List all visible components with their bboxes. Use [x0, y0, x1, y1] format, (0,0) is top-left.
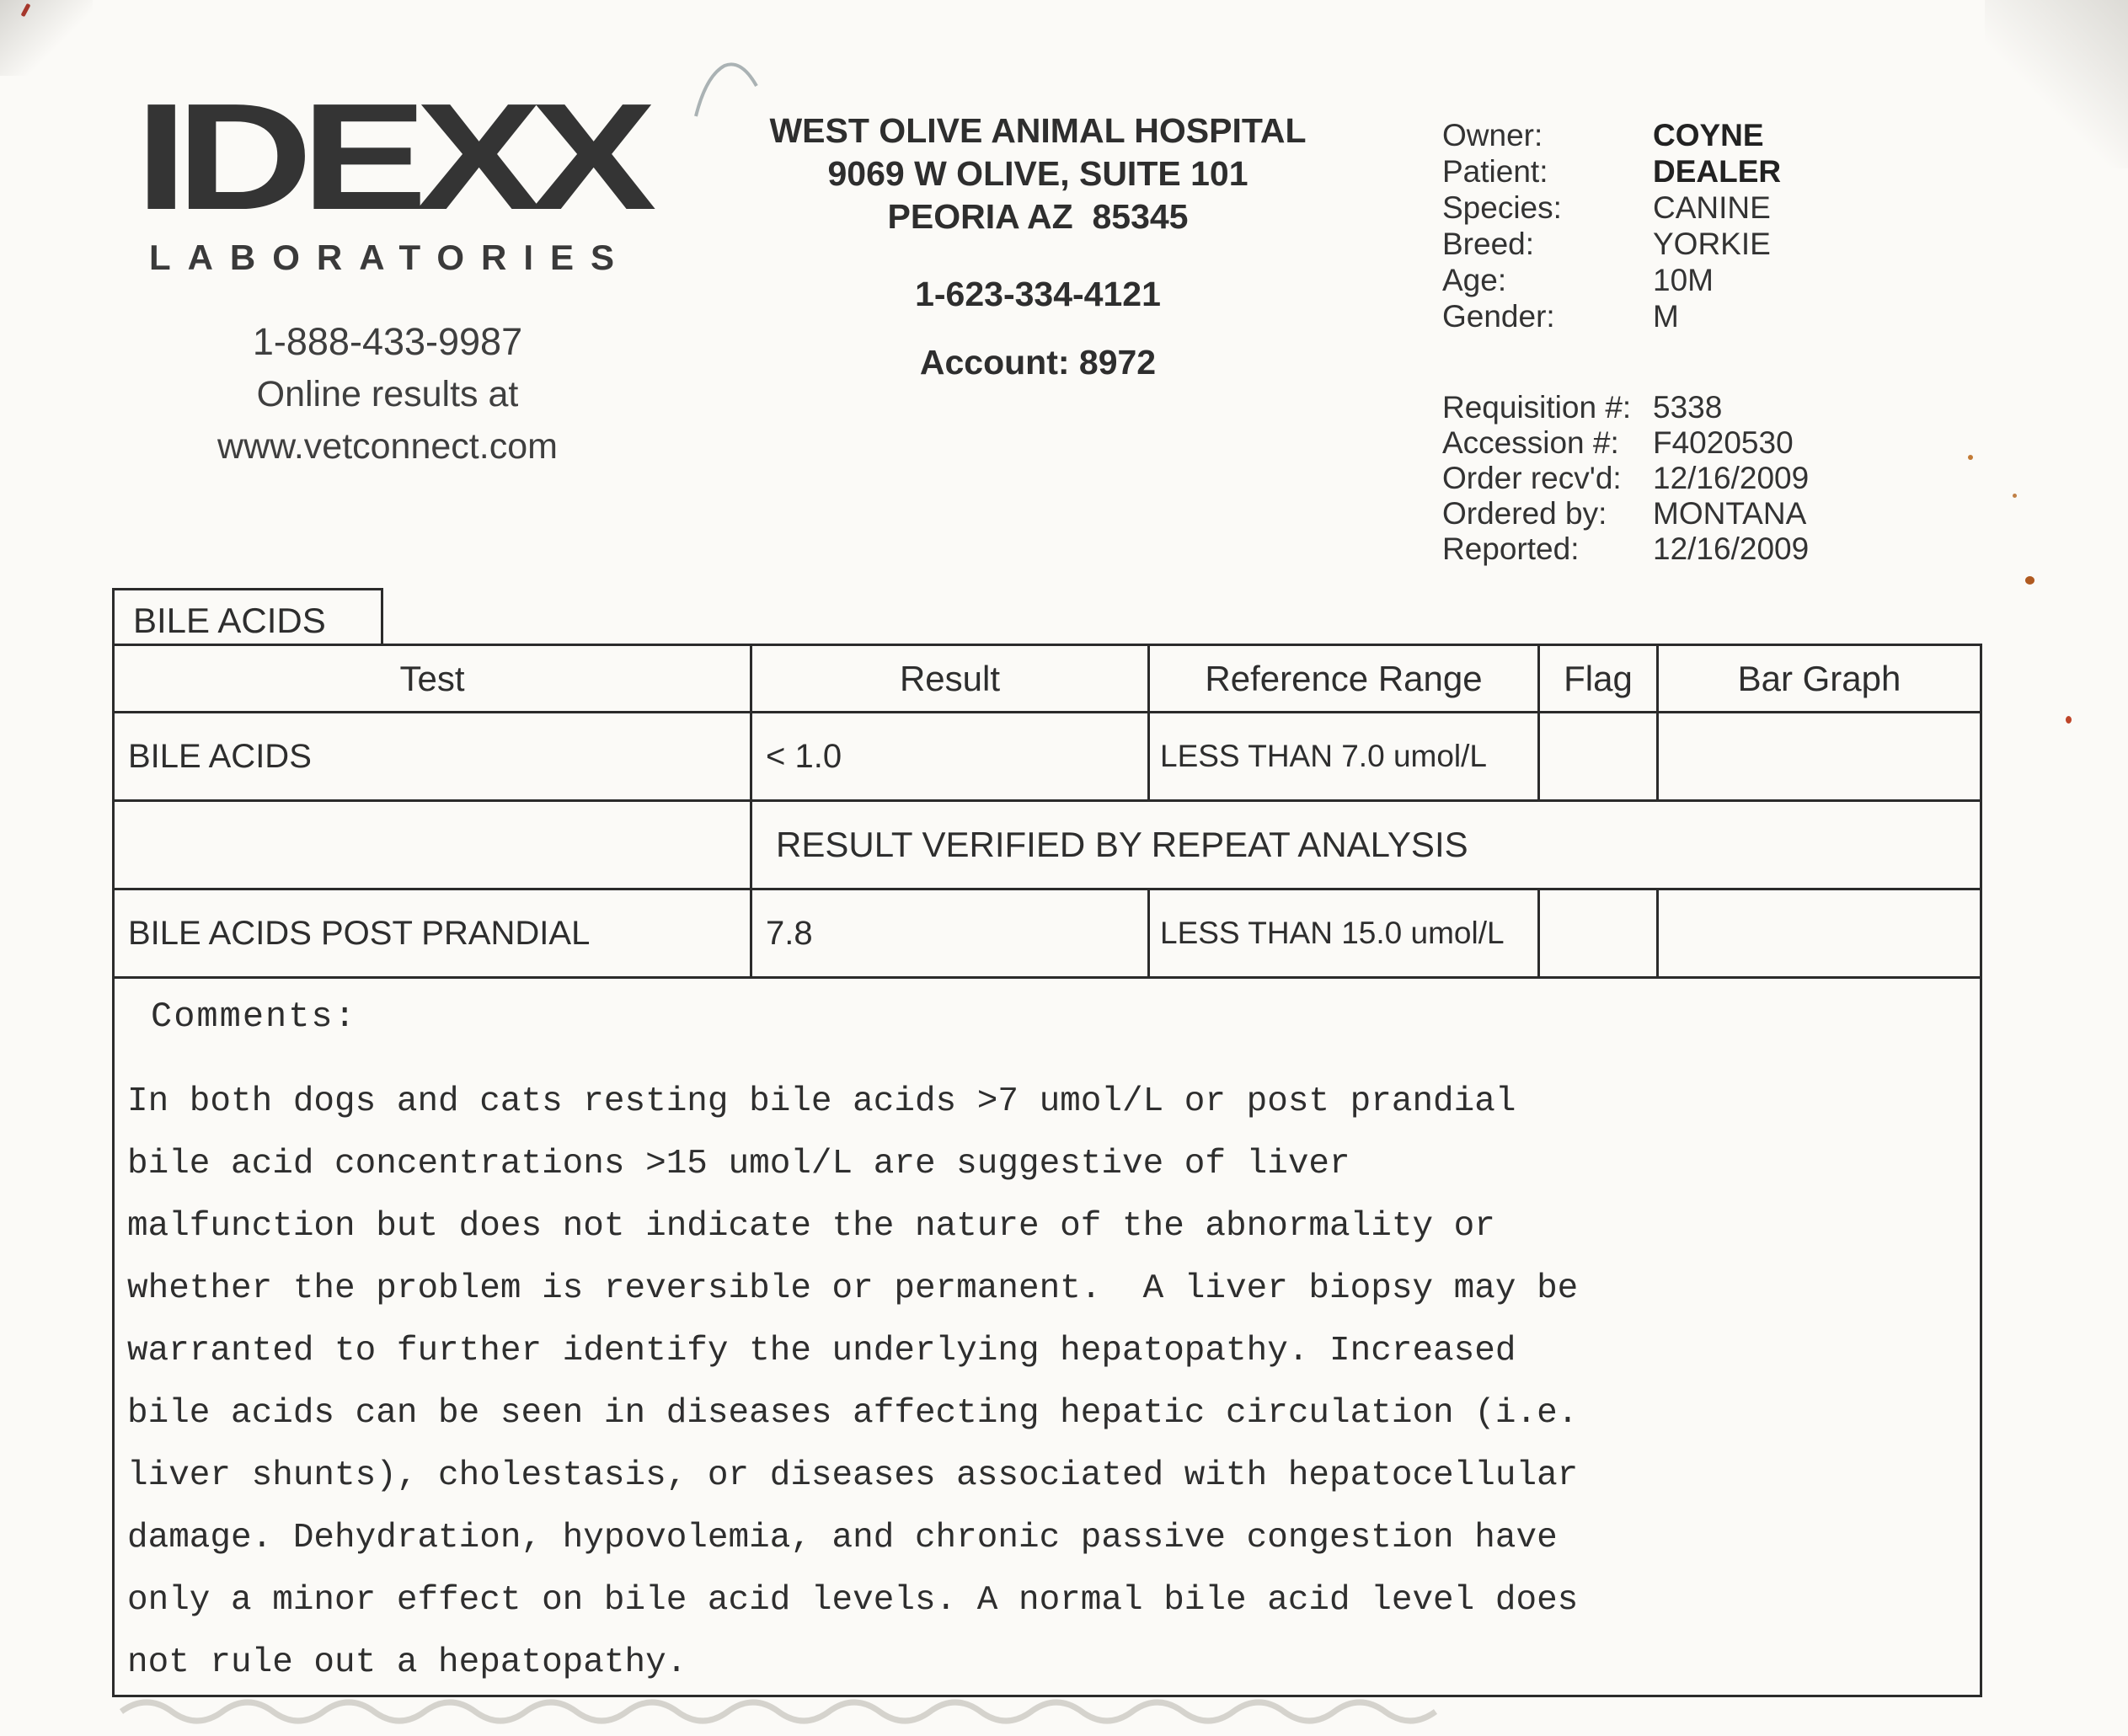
idexx-logo: IDEXX [135, 71, 645, 242]
cell-bar-graph-post-prandial [1658, 889, 1981, 978]
hospital-phone: 1-623-334-4121 [915, 275, 1161, 313]
idexx-logo-subtitle: LABORATORIES [148, 238, 632, 277]
meta-row-age [1442, 263, 1809, 299]
order-info [1442, 390, 1809, 567]
comments-line: whether the problem is reversible or permanent. A liver biopsy may be [127, 1269, 1579, 1308]
ordered-by-value: MONTANA [1653, 496, 1807, 531]
owner-value: COYNE [1653, 118, 1764, 152]
hospital-name: WEST OLIVE ANIMAL HOSPITAL [769, 111, 1307, 150]
comments-cell [114, 978, 1981, 1696]
patient-info [1442, 118, 1809, 335]
comments-line: not rule out a hepatopathy. [127, 1643, 687, 1682]
comments-line: bile acids can be seen in diseases affecting hepatic circulation (i.e. [127, 1394, 1579, 1433]
ordered-by-label: Ordered by: [1442, 496, 1607, 531]
patient-label: Patient: [1442, 154, 1548, 189]
gender-label: Gender: [1442, 299, 1555, 334]
reported-value: 12/16/2009 [1653, 531, 1810, 566]
cell-test-post-prandial: BILE ACIDS POST PRANDIAL [114, 889, 751, 978]
comments-label: Comments: [151, 996, 357, 1037]
comments-line: warranted to further identify the underlying hepatopathy. Increased [127, 1332, 1516, 1370]
patient-and-order-meta [1442, 118, 1809, 567]
breed-value: YORKIE [1653, 227, 1771, 261]
patient-value: DEALER [1653, 154, 1782, 189]
meta-row-species [1442, 190, 1809, 227]
table-row-comments [114, 978, 1981, 1696]
scan-streak-top-left [0, 0, 93, 76]
scan-artifact-speck [1968, 455, 1973, 460]
hospital-city: PEORIA AZ 85345 [887, 197, 1189, 236]
scan-artifact-speck [2025, 576, 2034, 585]
cell-flag-bile-acids [1539, 713, 1658, 801]
comments-line: In both dogs and cats resting bile acids >7 umol/L or post prandial [127, 1082, 1516, 1121]
cell-verified-note: RESULT VERIFIED BY REPEAT ANALYSIS [751, 801, 1981, 889]
owner-label: Owner: [1442, 118, 1543, 152]
comments-line: malfunction but does not indicate the nature of the abnormality or [127, 1207, 1495, 1246]
comments-line: liver shunts), cholestasis, or diseases associated with hepatocellular [127, 1456, 1579, 1495]
order-received-label: Order recv'd: [1442, 461, 1622, 495]
species-value: CANINE [1653, 190, 1771, 225]
lab-online-results-text: Online results at [256, 374, 519, 414]
cell-flag-post-prandial [1539, 889, 1658, 978]
age-value: 10M [1653, 263, 1714, 297]
results-header-row [114, 645, 1981, 713]
meta-row-accession [1442, 425, 1809, 461]
column-header-test: Test [114, 645, 751, 713]
cell-bar-graph-bile-acids [1658, 713, 1981, 801]
meta-row-patient [1442, 154, 1809, 190]
breed-label: Breed: [1442, 227, 1535, 261]
column-header-result: Result [751, 645, 1149, 713]
meta-row-breed [1442, 227, 1809, 263]
age-label: Age: [1442, 263, 1507, 297]
meta-row-owner [1442, 118, 1809, 154]
cell-reference-bile-acids: LESS THAN 7.0 umol/L [1149, 713, 1539, 801]
scan-artifact-speck [2066, 716, 2072, 724]
lab-phone: 1-888-433-9987 [252, 320, 523, 363]
comments-paragraph [127, 1071, 1979, 1694]
cell-empty-test [114, 801, 751, 889]
cell-test-bile-acids: BILE ACIDS [114, 713, 751, 801]
table-row-bile-acids [114, 713, 1981, 801]
column-header-flag: Flag [1539, 645, 1658, 713]
account-number: Account: 8972 [919, 343, 1157, 382]
table-row-verified-note [114, 801, 1981, 889]
meta-row-ordered-by [1442, 496, 1809, 531]
column-header-reference-range: Reference Range [1149, 645, 1539, 713]
column-header-bar-graph: Bar Graph [1658, 645, 1981, 713]
accession-label: Accession #: [1442, 425, 1619, 460]
meta-row-requisition [1442, 390, 1809, 425]
meta-row-reported [1442, 531, 1809, 567]
hospital-address-block [735, 110, 1341, 383]
order-received-value: 12/16/2009 [1653, 461, 1810, 495]
hospital-street: 9069 W OLIVE, SUITE 101 [827, 154, 1248, 193]
comments-line: damage. Dehydration, hypovolemia, and chronic passive congestion have [127, 1519, 1558, 1557]
requisition-value: 5338 [1653, 390, 1723, 425]
gender-value: M [1653, 299, 1679, 334]
accession-value: F4020530 [1653, 425, 1794, 460]
cell-result-bile-acids: < 1.0 [751, 713, 1149, 801]
species-label: Species: [1442, 190, 1562, 225]
requisition-label: Requisition #: [1442, 390, 1632, 425]
cell-result-post-prandial: 7.8 [751, 889, 1149, 978]
cell-reference-post-prandial: LESS THAN 15.0 umol/L [1149, 889, 1539, 978]
comments-line: only a minor effect on bile acid levels. A normal bile acid level does [127, 1581, 1579, 1620]
lab-website: www.vetconnect.com [217, 426, 558, 467]
scan-artifact-speck [2013, 494, 2017, 498]
scan-streak-top-right [1985, 0, 2128, 168]
meta-row-order-received [1442, 461, 1809, 496]
reported-label: Reported: [1442, 531, 1580, 566]
comments-line: bile acid concentrations >15 umol/L are suggestive of liver [127, 1145, 1350, 1183]
meta-row-gender [1442, 299, 1809, 335]
results-table [112, 644, 1982, 1697]
table-row-bile-acids-post-prandial [114, 889, 1981, 978]
panel-tab-bile-acids: BILE ACIDS [112, 588, 383, 646]
